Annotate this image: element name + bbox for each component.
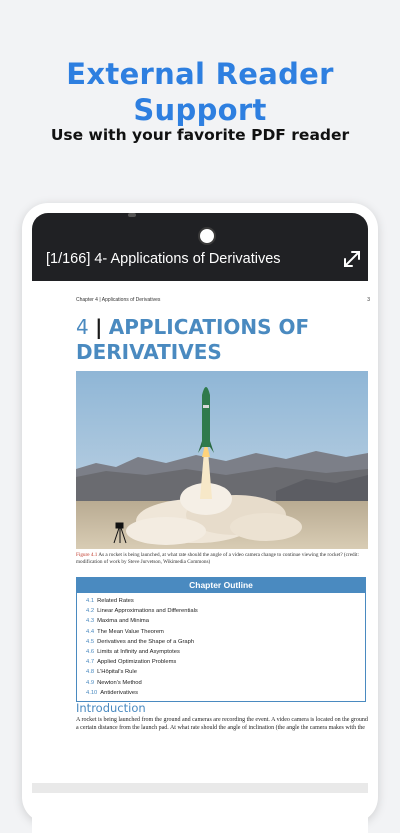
outline-item[interactable] bbox=[86, 688, 365, 698]
outline-item[interactable] bbox=[86, 627, 365, 637]
document-viewer[interactable] bbox=[32, 281, 368, 823]
rocket-launch-photo bbox=[76, 371, 368, 549]
outline-item-number: 4.10 bbox=[86, 689, 98, 696]
promo-subheadline: Use with your favorite PDF reader bbox=[50, 126, 350, 144]
chapter-number: 4 bbox=[76, 315, 89, 339]
chapter-title bbox=[76, 315, 366, 365]
outline-item-label: Newton’s Method bbox=[97, 679, 142, 686]
running-page-number: 3 bbox=[367, 297, 370, 303]
outline-item-label: Applied Optimization Problems bbox=[97, 659, 177, 666]
outline-item-number: 4.4 bbox=[86, 628, 95, 635]
outline-item[interactable] bbox=[86, 596, 365, 606]
outline-item[interactable] bbox=[86, 647, 365, 657]
outline-item-number: 4.7 bbox=[86, 659, 95, 666]
expand-arrows-icon[interactable] bbox=[338, 245, 366, 273]
outline-item-label: Antiderivatives bbox=[100, 689, 138, 696]
document-title: [1/166] 4- Applications of Derivatives bbox=[46, 251, 281, 267]
introduction-line: a certain distance from the launch pad. At what rate should the angle of inclination (the angle the camera makes with the bbox=[76, 725, 365, 731]
outline-item[interactable] bbox=[86, 657, 365, 667]
outline-item-number: 4.1 bbox=[86, 598, 95, 604]
promo-headline bbox=[0, 56, 400, 128]
running-head: Chapter 4 | Applications of Derivatives bbox=[76, 297, 161, 303]
outline-item-number: 4.3 bbox=[86, 618, 95, 625]
outline-item-label: Maxima and Minima bbox=[97, 618, 149, 625]
chapter-outline-title: Chapter Outline bbox=[77, 578, 365, 593]
outline-item[interactable] bbox=[86, 667, 365, 677]
outline-item[interactable] bbox=[86, 637, 365, 647]
figure-caption bbox=[76, 552, 366, 565]
next-pdf-page bbox=[32, 793, 368, 833]
outline-item-number: 4.2 bbox=[86, 608, 95, 615]
pdf-page bbox=[32, 281, 368, 783]
outline-item-label: Related Rates bbox=[97, 598, 134, 604]
figure-label: Figure 4.1 bbox=[76, 552, 98, 558]
outline-item-label: Derivatives and the Shape of a Graph bbox=[97, 638, 195, 645]
phone-frame bbox=[22, 203, 378, 823]
viewer-topbar bbox=[32, 213, 368, 281]
promo-headline-line1: External Reader bbox=[66, 57, 334, 91]
outline-item[interactable] bbox=[86, 616, 365, 626]
chapter-divider: | bbox=[95, 315, 103, 339]
outline-item-label: Limits at Infinity and Asymptotes bbox=[97, 649, 180, 656]
chapter-name: APPLICATIONS OF DERIVATIVES bbox=[76, 315, 310, 364]
introduction-heading: Introduction bbox=[76, 701, 146, 715]
camera-punch-hole bbox=[198, 227, 216, 245]
figure-caption-text: As a rocket is being launched, at what rate should the angle of a video camera change to continue viewing the rocket? (credit: modification of work by Steve Jurvetson, Wikimedia Commons) bbox=[76, 552, 359, 565]
outline-item-label: The Mean Value Theorem bbox=[97, 628, 164, 635]
camera-speaker bbox=[128, 213, 136, 217]
outline-item-number: 4.5 bbox=[86, 638, 95, 645]
outline-item-label: L’Hôpital’s Rule bbox=[97, 669, 137, 676]
outline-item-number: 4.9 bbox=[86, 679, 95, 686]
promo-headline-line2: Support bbox=[133, 93, 267, 127]
outline-item[interactable] bbox=[86, 678, 365, 688]
introduction-line: A rocket is being launched from the ground and cameras are recording the event. A video camera is located on the ground bbox=[76, 717, 368, 723]
outline-item[interactable] bbox=[86, 606, 365, 616]
outline-item-number: 4.8 bbox=[86, 669, 95, 676]
chapter-outline-list bbox=[77, 593, 365, 701]
chapter-outline-box bbox=[76, 577, 366, 702]
outline-item-number: 4.6 bbox=[86, 649, 95, 656]
introduction-text bbox=[76, 716, 376, 732]
outline-item-label: Linear Approximations and Differentials bbox=[97, 608, 198, 615]
